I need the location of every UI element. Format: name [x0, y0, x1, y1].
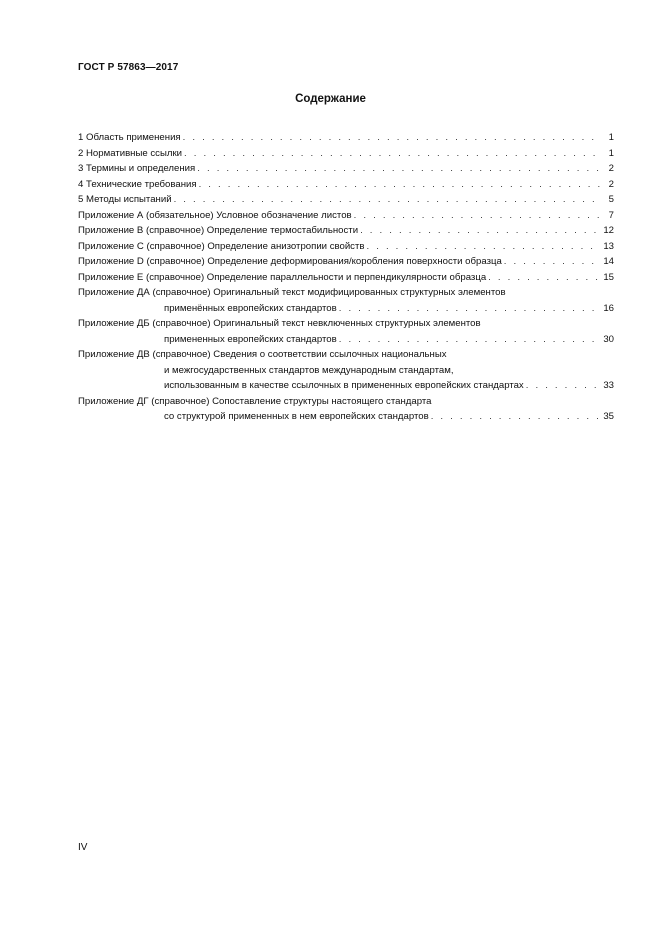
dot-leader [184, 146, 601, 162]
dot-leader [354, 208, 601, 224]
toc-entry-title: Приложение ДВ (справочное) Сведения о соответствии ссылочных национальных [78, 349, 447, 360]
toc-entry[interactable] [78, 130, 614, 146]
toc-entry-title: Приложение ДБ (справочное) Оригинальный текст невключенных структурных элементов [78, 318, 481, 329]
toc-page-number: 1 [608, 132, 614, 143]
dot-leader [339, 332, 601, 348]
toc-entry-title: Приложение D (справочное) Определение деформирования/коробления поверхности образца [78, 256, 502, 267]
toc-entry[interactable] [78, 316, 614, 347]
toc-entry-continuation: использованным в качестве ссылочных в примененных европейских стандартах [164, 380, 524, 391]
toc-page-number: 33 [603, 380, 614, 391]
dot-leader [339, 301, 601, 317]
toc-entry-title: Приложение ДА (справочное) Оригинальный текст модифицированных структурных элементов [78, 287, 506, 298]
dot-leader [488, 270, 600, 286]
toc-entry[interactable] [78, 270, 614, 286]
toc-entry-continuation: применённых европейских стандартов [164, 302, 337, 314]
toc-page-number: 2 [608, 163, 614, 174]
toc-entry-title: 3 Термины и определения [78, 163, 196, 174]
dot-leader [360, 223, 600, 239]
dot-leader [174, 192, 601, 208]
toc-entry[interactable] [78, 239, 614, 255]
toc-page-number: 16 [603, 302, 614, 314]
toc-page-number: 2 [608, 178, 614, 190]
toc-entry[interactable] [78, 394, 614, 425]
dot-leader [431, 409, 601, 425]
toc-entry[interactable] [78, 177, 614, 193]
dot-leader [183, 130, 601, 146]
toc-entry[interactable] [78, 146, 614, 162]
page-number: IV [78, 842, 88, 853]
toc-entry-title: 1 Область применения [78, 132, 181, 143]
toc-page-number: 1 [608, 147, 614, 159]
dot-leader [199, 177, 601, 193]
toc-entry[interactable] [78, 161, 614, 177]
toc-entry-title: Приложение А (обязательное) Условное обозначение листов [78, 209, 352, 221]
document-id-header: ГОСТ Р 57863—2017 [78, 62, 179, 73]
toc-entry-title: Приложение С (справочное) Определение анизотропии свойств [78, 240, 365, 252]
toc-entry-title: Приложение Е (справочное) Определение параллельности и перпендикулярности образца [78, 271, 487, 283]
toc-entry[interactable] [78, 223, 614, 239]
toc-entry-continuation: примененных европейских стандартов [164, 333, 337, 345]
dot-leader [197, 161, 601, 177]
toc-entry-continuation: со структурой примененных в нем европейских стандартов [164, 411, 429, 422]
toc-entry[interactable] [78, 192, 614, 208]
toc-entry-title: 4 Технические требования [78, 178, 197, 190]
toc-page-number: 7 [608, 209, 614, 221]
toc-page-number: 14 [603, 256, 614, 267]
toc-entry-title: Приложение ДГ (справочное) Сопоставление структуры настоящего стандарта [78, 395, 432, 407]
dot-leader [366, 239, 600, 255]
dot-leader [526, 378, 601, 394]
toc-entry-title: Приложение В (справочное) Определение термостабильности [78, 225, 359, 236]
toc-entry[interactable] [78, 254, 614, 270]
toc-entry[interactable] [78, 208, 614, 224]
toc-page-number: 5 [608, 194, 614, 205]
toc-page-number: 15 [603, 271, 614, 283]
dot-leader [504, 254, 601, 270]
toc-entry-title: 2 Нормативные ссылки [78, 147, 183, 159]
toc-entry-continuation: и межгосударственных стандартов международным стандартам, [164, 364, 454, 376]
table-of-contents [78, 130, 614, 425]
toc-page-number: 12 [603, 225, 614, 236]
toc-page-number: 13 [603, 240, 614, 252]
toc-page-number: 30 [603, 333, 614, 345]
toc-entry-title: 5 Методы испытаний [78, 194, 172, 205]
toc-page-number: 35 [603, 411, 614, 422]
toc-entry[interactable] [78, 285, 614, 316]
toc-entry[interactable] [78, 347, 614, 394]
contents-title: Содержание [295, 93, 366, 105]
